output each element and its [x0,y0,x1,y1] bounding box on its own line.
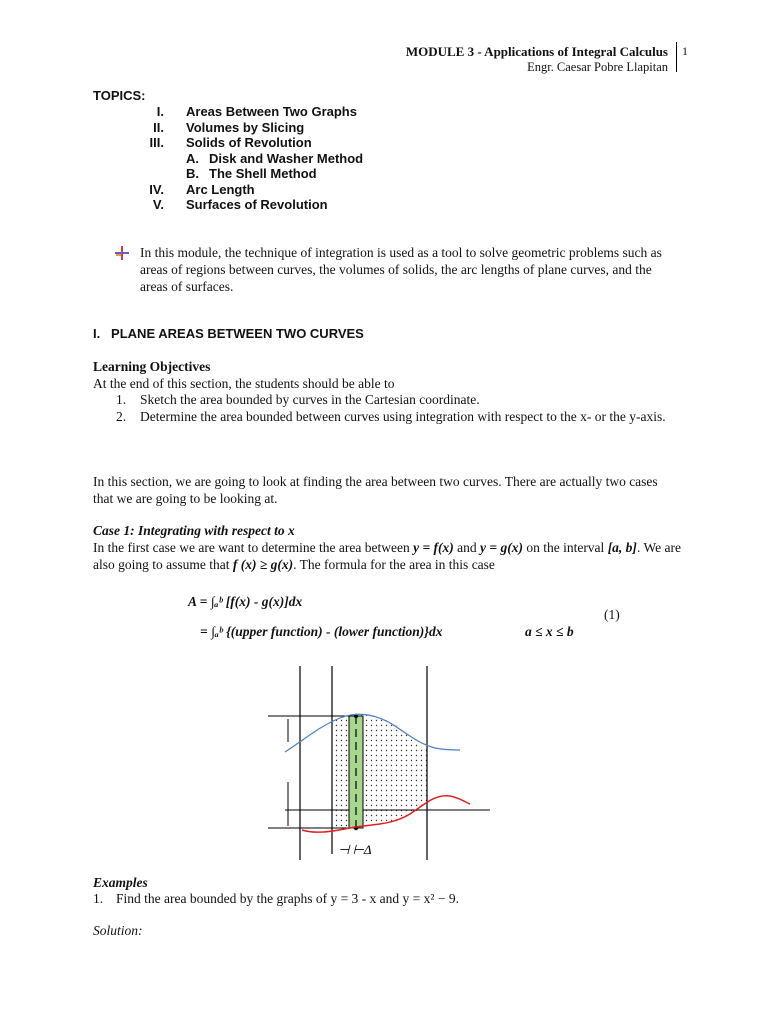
area-formula-line2: = ∫ₐᵇ {(upper function) - (lower function)}dx [200,624,443,639]
subtopic-label: Disk and Washer Method [209,150,364,166]
section-intro: In this section, we are going to look at finding the area between two curves. There are actually two cases that we are going to be looking at. [93,474,658,506]
case1-text: In the first case we are want to determine the area between y = f(x) and y = g(x) on the interval [a, b]. We are also going to assume that f (x) ≥ g(x). The formula for the area in this case [93,540,681,572]
objective-item: Determine the area bounded between curves using integration with respect to the x- or the y-axis. [140,409,666,424]
page-number: 1 [682,44,688,58]
bullet-icon [115,246,129,260]
objectives-heading: Learning Objectives [93,359,211,374]
topic-label: Arc Length [186,181,255,197]
topic-label: Volumes by Slicing [186,119,305,135]
topic-label: Surfaces of Revolution [186,197,328,212]
shaded-region [332,715,427,828]
topics-list [0,104,768,214]
header-divider [676,42,677,72]
topic-number: IV. [149,181,164,197]
formula-number: (1) [604,607,620,622]
delta-x-label: ⊣ ⊢Δ [338,842,372,857]
objective-item: Sketch the area bounded by curves in the Cartesian coordinate. [140,392,480,407]
case1-heading: Case 1: Integrating with respect to x [93,523,295,538]
area-between-curves-figure [260,664,500,864]
examples-heading: Examples [93,875,148,890]
topic-number: V. [152,197,164,212]
topic-label: Solids of Revolution [186,135,312,150]
objectives-lead: At the end of this section, the students should be able to [93,376,395,391]
subtopic-number: B. [186,166,199,181]
topic-number: III. [149,135,164,150]
intro-paragraph: In this module, the technique of integration is used as a tool to solve geometric problems such as areas of regions between curves, the volumes of solids, the arc lengths of plane curves, and the areas of surfaces. [140,245,662,294]
subtopic-label: The Shell Method [209,166,317,181]
topics-heading: TOPICS: [93,88,146,103]
document-author: Engr. Caesar Pobre Llapitan [527,60,668,74]
topic-number: II. [153,119,164,135]
section-heading: I. PLANE AREAS BETWEEN TWO CURVES [93,326,364,341]
formula-range: a ≤ x ≤ b [525,624,574,639]
area-formula-line1: A = ∫ₐᵇ [f(x) - g(x)]dx [188,594,303,609]
example-item: Find the area bounded by the graphs of y = 3 - x and y = x² − 9. [116,891,459,906]
solution-label: Solution: [93,923,143,938]
objective-number: 2. [116,409,127,424]
objective-number: 1. [116,392,127,407]
topic-label: Areas Between Two Graphs [186,104,357,119]
example-number: 1. [93,891,104,906]
document-title: MODULE 3 - Applications of Integral Calculus [405,44,668,59]
subtopic-number: A. [186,150,199,166]
topic-number: I. [156,104,164,119]
